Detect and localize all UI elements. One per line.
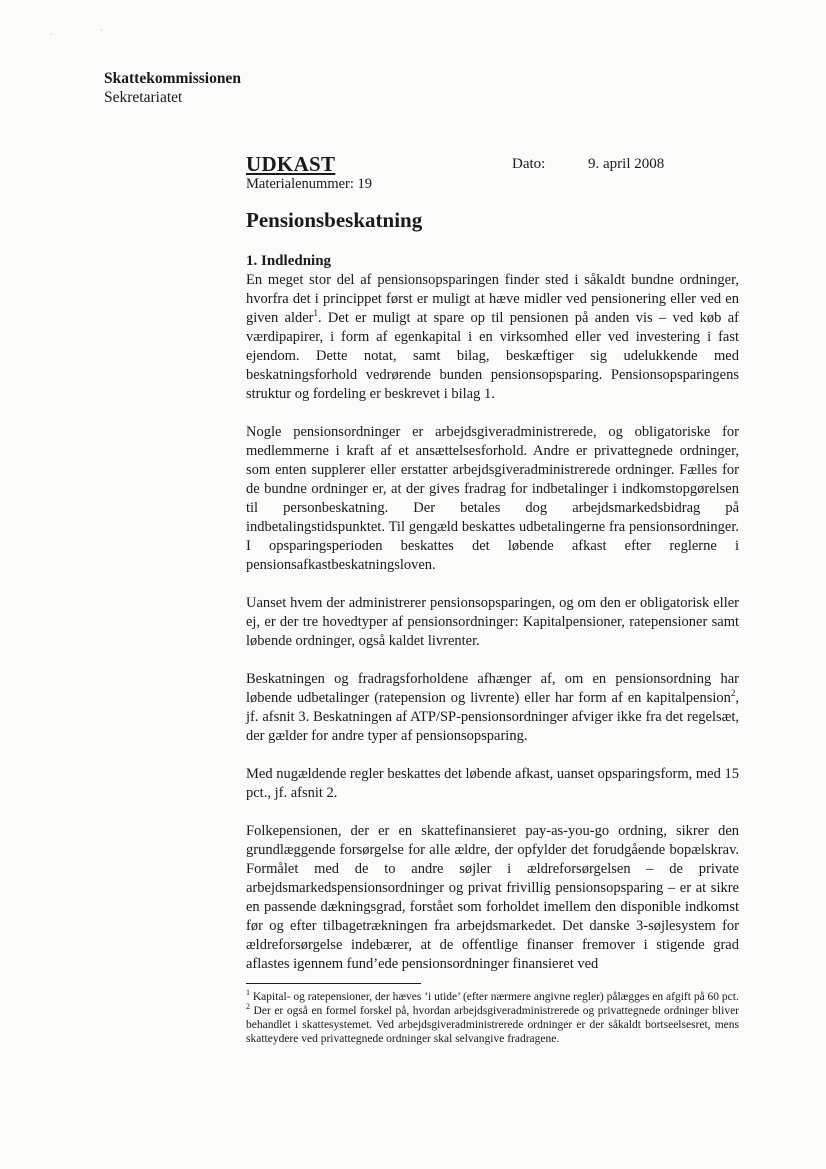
footnote-1: [246, 990, 739, 1004]
org-name: Skattekommissionen: [104, 70, 241, 87]
scan-speck: ·: [100, 26, 103, 35]
draft-label: UDKAST: [246, 152, 336, 176]
org-block: [104, 69, 241, 107]
footnote-2: [246, 1004, 739, 1046]
paragraph-1: [246, 271, 739, 404]
footnotes: [246, 990, 739, 1046]
date-value: 9. april 2008: [588, 156, 665, 172]
paragraph-4: [246, 670, 739, 746]
document-title: Pensionsbeskatning: [246, 208, 423, 232]
paragraph-2: Nogle pensionsordninger er arbejdsgiveradministrerede, og obligatoriske for medlemmerne i kraft af et ansættelsesforhold. Andre er privattegnede ordninger, som enten supplerer eller erstatter arbejdsgiveradministrerede ordninger. Fælles for de bundne ordninger er, at der gives fradrag for indbetalinger i indkomstopgørelsen til personbeskatning. Der betales dog arbejdsmarkedsbidrag på indbetalingstidspunktet. Til gengæld beskattes udbetalingerne fra pensionsordninger. I opsparingsperioden beskattes det løbende afkast efter reglerne i pensionsafkastbeskatningsloven.: [246, 424, 739, 573]
paragraph-6: Folkepensionen, der er en skattefinansieret pay-as-you-go ordning, sikrer den grundlæggende forsørgelse for alle ældre, der opfylder det forudgående bopælskrav. Formålet med de to andre søjler i ældreforsørgelsen – de private arbejdsmarkedspensionsordninger og privat frivillig pensionsopsparing – er at sikre en passende dækningsgrad, forstået som forholdet imellem den disponible indkomst før og efter tilbagetrækningen fra arbejdsmarkedet. Det danske 3-søjlesystem for ældreforsørgelse indebærer, at de offentlige finanser fremover i stigende grad aflastes igennem fund’ede pensionsordninger finansieret ved: [246, 823, 739, 972]
paragraph-text: En meget stor del af pensionsopsparingen finder sted i såkaldt bundne ordninger, hvorfra det i princippet først er muligt at hæve midler ved pensionering eller ved en given alder: [246, 272, 739, 326]
footnote-ref-1: 1: [313, 308, 318, 319]
paragraph-text: . Det er muligt at spare op til pensionen på anden vis – ved køb af værdipapirer, i form af egenkapital i en virksomhed eller ved investering i fast ejendom. Dette notat, samt bilag, beskæftiger sig udelukkende med beskatningsforhold vedrørende bunden pensionsopsparing. Pensionsopsparingens struktur og fordeling er beskrevet i bilag 1.: [246, 310, 739, 402]
paragraph-text: Beskatningen og fradragsforholdene afhænger af, om en pensionsordning har løbende udbetalinger (ratepension og livrente) eller har form af en kapitalpension: [246, 671, 739, 706]
footnote-number: 1: [246, 988, 250, 998]
date-label: Dato:: [512, 156, 546, 172]
paragraph-text: , jf. afsnit 3. Beskatningen af ATP/SP-pensionsordninger afviger ikke fra det regelsæt, der gælder for andre typer af pensionsopsparing.: [246, 690, 739, 744]
document-body: [246, 252, 739, 993]
footnote-number: 2: [246, 1002, 250, 1012]
footnote-ref-2: 2: [730, 688, 736, 699]
section-heading: 1. Indledning: [246, 253, 332, 269]
org-unit: Sekretariatet: [104, 89, 183, 106]
paragraph-5: Med nugældende regler beskattes det løbende afkast, uanset opsparingsform, med 15 pct., jf. afsnit 2.: [246, 766, 739, 801]
scan-speck: ·: [50, 30, 53, 39]
footnote-text: Kapital- og ratepensioner, der hæves ’i utide’ (efter nærmere angivne regler) pålægges en afgift på 60 pct.: [250, 991, 739, 1003]
paragraph-3: Uanset hvem der administrerer pensionsopsparingen, og om den er obligatorisk eller ej, er der tre hovedtyper af pensionsordninger: Kapitalpensioner, ratepensioner samt løbende ordninger, også kaldet livrenter.: [246, 595, 739, 649]
header-row: [246, 152, 746, 178]
material-number: Materialenummer: 19: [246, 176, 373, 192]
footnote-text: Der er også en formel forskel på, hvordan arbejdsgiveradministrerede og privattegnede ordninger bliver behandlet i skattesystemet. Ved arbejdsgiveradministrerede ordninger er der såkaldt bortseelsesret, mens skatteydere ved privattegnede ordninger skal selvangive fradragene.: [246, 1005, 739, 1045]
footnote-divider: [246, 983, 421, 984]
